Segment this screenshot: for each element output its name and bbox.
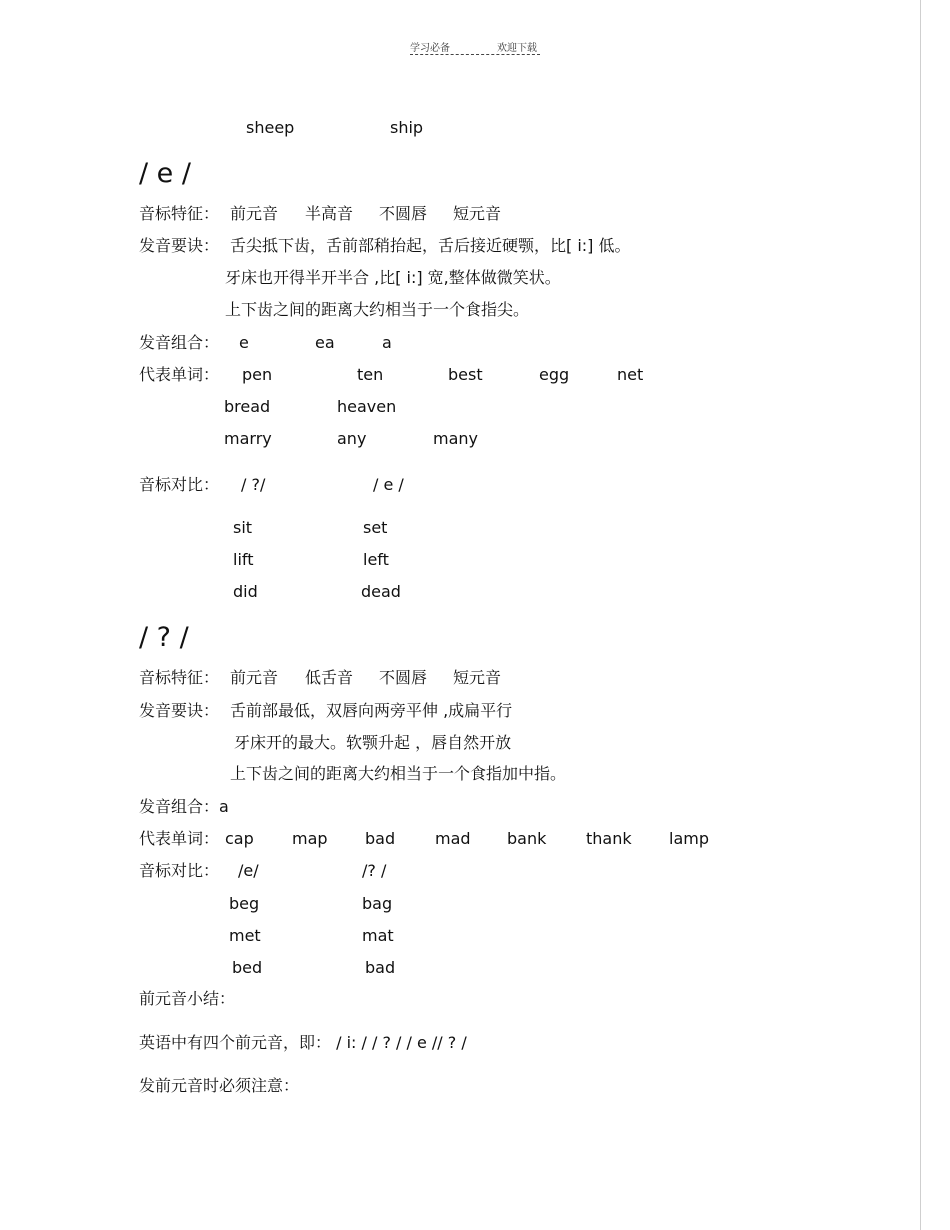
combo-item: ea bbox=[315, 333, 335, 352]
word-item: egg bbox=[539, 365, 570, 384]
pair-left: met bbox=[229, 926, 261, 945]
combo-item: e bbox=[239, 333, 249, 352]
contrast-right-symbol: / e / bbox=[373, 475, 404, 494]
header-divider bbox=[410, 54, 540, 55]
combos-label: 发音组合： bbox=[139, 333, 220, 352]
word-item: heaven bbox=[337, 397, 397, 416]
pair-left: lift bbox=[233, 550, 254, 569]
summary-line: 英语中有四个前元音，即： / i: / / ? / / e // ? / bbox=[139, 1033, 467, 1052]
contrast-left-symbol: /e/ bbox=[238, 861, 259, 880]
word-item: pen bbox=[242, 365, 273, 384]
feature-item: 短元音 bbox=[453, 668, 502, 687]
page-edge bbox=[920, 0, 921, 1230]
pair-right: bad bbox=[365, 958, 396, 977]
feature-item: 不圆唇 bbox=[379, 204, 428, 223]
pair-left: beg bbox=[229, 894, 260, 913]
tip-line: 舌尖抵下齿，舌前部稍抬起，舌后接近硬颚，比[ i:] 低。 bbox=[230, 236, 631, 255]
tip-line: 牙床也开得半开半合 ,比[ i:] 宽,整体做微笑状。 bbox=[225, 268, 561, 287]
tip-line: 上下齿之间的距离大约相当于一个食指加中指。 bbox=[230, 764, 567, 783]
word-item: ten bbox=[357, 365, 384, 384]
contrast-left-symbol: / ?/ bbox=[241, 475, 266, 494]
contrast-right-symbol: /? / bbox=[362, 861, 387, 880]
word-item: lamp bbox=[669, 829, 709, 848]
word-item: mad bbox=[435, 829, 471, 848]
pair-right: left bbox=[363, 550, 389, 569]
feature-item: 半高音 bbox=[305, 204, 354, 223]
summary-line: 发前元音时必须注意： bbox=[139, 1076, 300, 1095]
word-item: map bbox=[292, 829, 328, 848]
feature-item: 短元音 bbox=[453, 204, 502, 223]
section-title-e: / e / bbox=[139, 158, 191, 189]
word-ship: ship bbox=[390, 118, 424, 137]
word-item: net bbox=[617, 365, 644, 384]
word-item: bread bbox=[224, 397, 271, 416]
feature-item: 低舌音 bbox=[305, 668, 354, 687]
word-sheep: sheep bbox=[246, 118, 295, 137]
pair-left: bed bbox=[232, 958, 263, 977]
word-item: cap bbox=[225, 829, 254, 848]
words-label: 代表单词： bbox=[139, 365, 220, 384]
header-left: 学习必备 bbox=[410, 43, 450, 54]
tips-label: 发音要诀： bbox=[139, 701, 220, 720]
word-item: many bbox=[433, 429, 478, 448]
tip-line: 上下齿之间的距离大约相当于一个食指尖。 bbox=[225, 300, 530, 319]
pair-right: set bbox=[363, 518, 388, 537]
word-item: bank bbox=[507, 829, 547, 848]
feature-item: 不圆唇 bbox=[379, 668, 428, 687]
pair-right: dead bbox=[361, 582, 401, 601]
tips-label: 发音要诀： bbox=[139, 236, 220, 255]
word-item: bad bbox=[365, 829, 396, 848]
summary-title: 前元音小结： bbox=[139, 989, 236, 1008]
features-label: 音标特征： bbox=[139, 668, 220, 687]
tip-line: 舌前部最低，双唇向两旁平伸 ,成扁平行 bbox=[230, 701, 513, 720]
features-label: 音标特征： bbox=[139, 204, 220, 223]
pair-left: sit bbox=[233, 518, 253, 537]
section-title-ae: / ? / bbox=[139, 622, 189, 653]
combos-line: 发音组合：a bbox=[139, 797, 229, 816]
pair-right: bag bbox=[362, 894, 393, 913]
contrast-label: 音标对比： bbox=[139, 861, 220, 880]
feature-item: 前元音 bbox=[230, 204, 279, 223]
header-right: 欢迎下载 bbox=[497, 43, 537, 54]
word-item: marry bbox=[224, 429, 272, 448]
pair-right: mat bbox=[362, 926, 394, 945]
word-item: best bbox=[448, 365, 483, 384]
word-item: any bbox=[337, 429, 367, 448]
tip-line: 牙床开的最大。软颚升起 ，唇自然开放 bbox=[234, 733, 512, 752]
pair-left: did bbox=[233, 582, 258, 601]
contrast-label: 音标对比： bbox=[139, 475, 220, 494]
feature-item: 前元音 bbox=[230, 668, 279, 687]
combo-item: a bbox=[382, 333, 392, 352]
word-item: thank bbox=[586, 829, 632, 848]
words-label: 代表单词： bbox=[139, 829, 220, 848]
